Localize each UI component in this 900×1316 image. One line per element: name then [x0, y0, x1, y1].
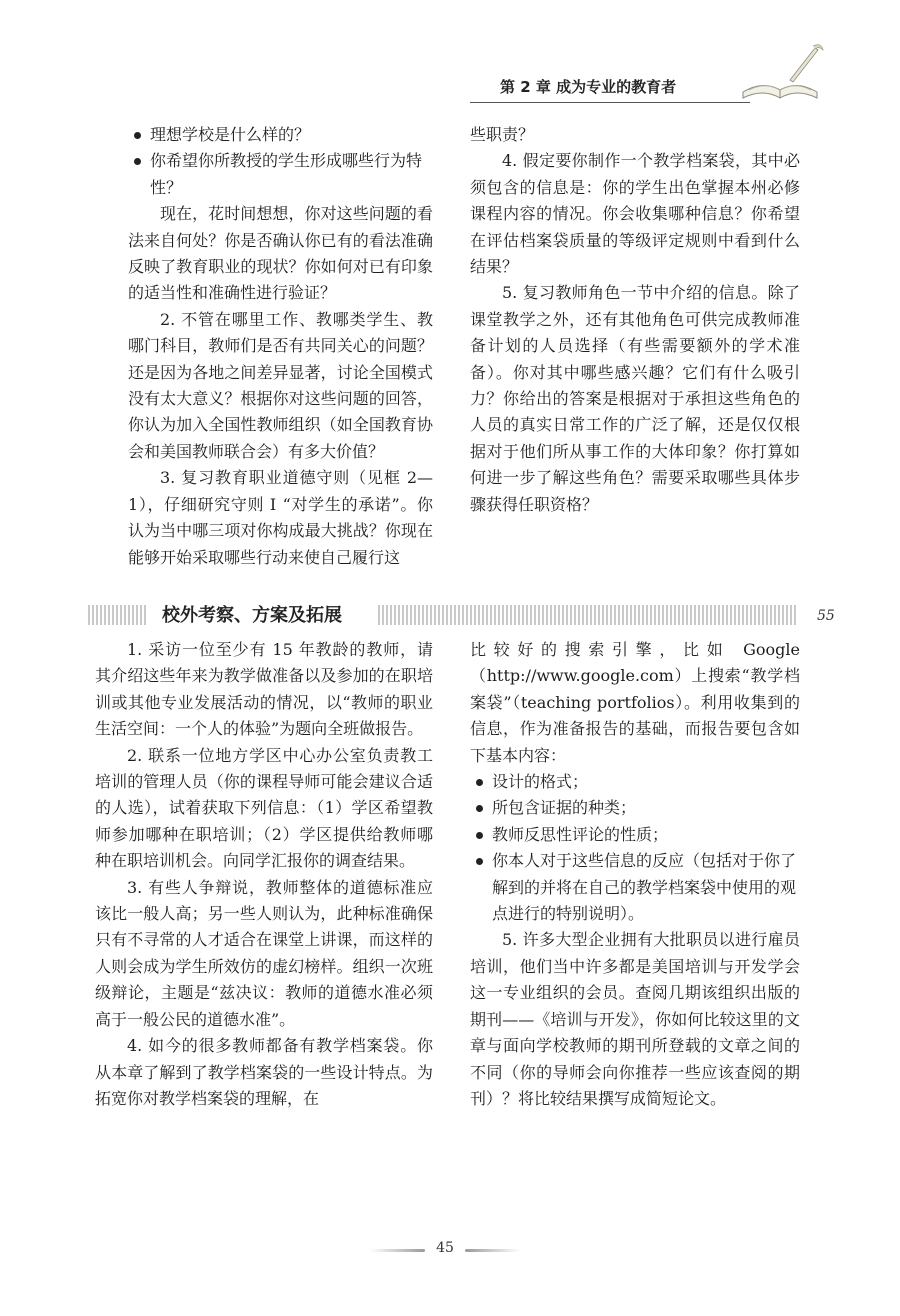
- top-right-column: [470, 122, 800, 518]
- footer-ornament-left: [370, 1249, 425, 1252]
- page-footer: [370, 1240, 520, 1260]
- original-page-number: 55: [817, 608, 835, 624]
- paragraph: 比较好的搜索引擎，比如 Google（http://www.google.com）上搜索“教学档案袋”（teaching portfolios）。利用收集到的信息，作为准备报告的基础，而报告要包含如下基本内容：: [470, 640, 800, 765]
- paragraph: 2. 联系一位地方学区中心办公室负责教工培训的管理人员（你的课程导师可能会建议合适的人选），试着获取下列信息：（1）学区希望教师参加哪种在职培训；（2）学区提供给教师哪种在职培训机会。向同学汇报你的调查结果。: [95, 745, 433, 871]
- list-item: 所包含证据的种类；: [470, 795, 800, 821]
- bottom-left-column: [95, 637, 433, 1112]
- running-header: [470, 70, 815, 110]
- section-heading-bar: [88, 601, 798, 629]
- bottom-right-column: [470, 637, 800, 1112]
- list-item: 你本人对于这些信息的反应（包括对于你了解到的并将在自己的教学档案袋中使用的观点进行的特别说明）。: [470, 848, 800, 927]
- open-book-icon: [735, 40, 825, 110]
- paragraph: 5. 许多大型企业拥有大批职员以进行雇员培训，他们当中许多都是美国培训与开发学会这一专业组织的会员。查阅几期该组织出版的期刊——《培训与开发》，你如何比较这里的文章与面向学校教师的期刊所登载的文章之间的不同（你的导师会向你推荐一些应该查阅的期刊）？将比较结果撰写成简短论文。: [470, 930, 800, 1108]
- paragraph: 3. 复习教育职业道德守则（见框 2—1），仔细研究守则 Ⅰ “对学生的承诺”。你认为当中哪三项对你构成最大挑战？你现在能够开始采取哪些行动来使自己履行这: [128, 468, 433, 567]
- bullet-list: [470, 769, 800, 927]
- chapter-title: 第 2 章 成为专业的教育者: [500, 78, 677, 96]
- list-item: 你希望你所教授的学生形成哪些行为特性？: [128, 148, 433, 201]
- page-number: 45: [436, 1240, 454, 1256]
- list-item: 教师反思性评论的性质；: [470, 822, 800, 848]
- list-item: 设计的格式；: [470, 769, 800, 795]
- top-left-column: [128, 122, 433, 571]
- paragraph: 现在，花时间想想，你对这些问题的看法来自何处？你是否确认你已有的看法准确反映了教育职业的现状？你如何对已有印象的适当性和准确性进行验证？: [128, 204, 433, 303]
- bullet-list: [128, 122, 433, 201]
- list-item: 理想学校是什么样的？: [128, 122, 433, 148]
- heading-texture-right: [378, 605, 798, 625]
- paragraph: 3. 有些人争辩说，教师整体的道德标准应该比一般人高；另一些人则认为，此种标准确保只有不寻常的人才适合在课堂上讲课，而这样的人则会成为学生所效仿的虚幻榜样。组织一次班级辩论，主题是“兹决议：教师的道德水准必须高于一般公民的道德水准”。: [95, 877, 433, 1029]
- paragraph: 4. 如今的很多教师都备有教学档案袋。你从本章了解到了教学档案袋的一些设计特点。为拓宽你对教学档案袋的理解，在: [95, 1036, 433, 1108]
- paragraph: 1. 采访一位至少有 15 年教龄的教师，请其介绍这些年来为教学做准备以及参加的在职培训或其他专业发展活动的情况，以“教师的职业生活空间：一个人的体验”为题向全班做报告。: [95, 640, 433, 739]
- paragraph: 2. 不管在哪里工作、教哪类学生、教哪门科目，教师们是否有共同关心的问题？还是因为各地之间差异显著，讨论全国模式没有太大意义？根据你对这些问题的回答，你认为加入全国性教师组织（如全国教育协会和美国教师联合会）有多大价值？: [128, 309, 433, 461]
- footer-ornament-right: [465, 1249, 520, 1252]
- section-title: 校外考察、方案及拓展: [158, 601, 346, 627]
- paragraph: 5. 复习教师角色一节中介绍的信息。除了课堂教学之外，还有其他角色可供完成教师准备计划的人员选择（有些需要额外的学术准备）。你对其中哪些感兴趣？它们有什么吸引力？你给出的答案是根据对于承担这些角色的人员的真实日常工作的广泛了解，还是仅仅根据对于他们所从事工作的大体印象？你打算如何进一步了解这些角色？需要采取哪些具体步骤获得任职资格？: [470, 283, 800, 514]
- heading-texture-left: [88, 605, 148, 625]
- paragraph: 些职责？: [470, 125, 535, 144]
- paragraph: 4. 假定要你制作一个教学档案袋，其中必须包含的信息是：你的学生出色掌握本州必修课程内容的情况。你会收集哪种信息？你希望在评估档案袋质量的等级评定规则中看到什么结果？: [470, 151, 800, 277]
- header-rule: [470, 102, 750, 103]
